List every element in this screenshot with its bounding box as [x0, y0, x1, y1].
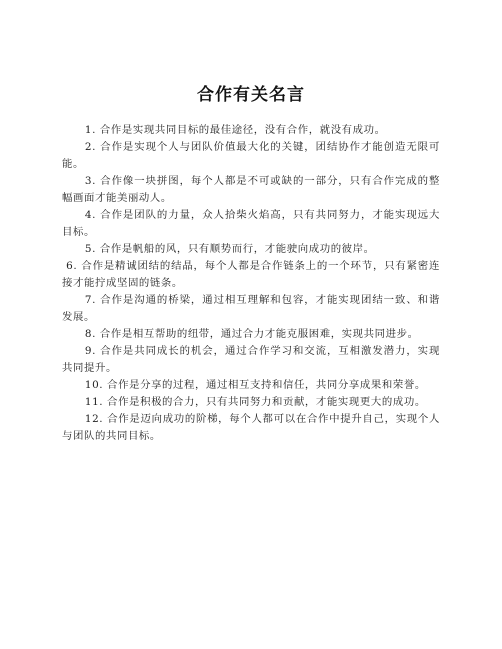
quote-paragraph-2: 2. 合作是实现个人与团队价值最大化的关键，团结协作才能创造无限可能。 — [62, 141, 440, 170]
quote-paragraph-5: 5. 合作是帆船的风，只有顺势而行，才能驶向成功的彼岸。 — [84, 243, 375, 255]
quote-paragraph-4: 4. 合作是团队的力量，众人拾柴火焰高，只有共同努力，才能实现远大目标。 — [62, 209, 440, 238]
quote-paragraph-12: 12. 合作是迈向成功的阶梯，每个人都可以在合作中提升自己，实现个人与团队的共同目标。 — [62, 413, 440, 442]
document-title: 合作有关名言 — [197, 85, 305, 105]
quote-paragraph-9: 9. 合作是共同成长的机会，通过合作学习和交流，互相激发潜力，实现共同提升。 — [62, 345, 440, 374]
quote-paragraph-8: 8. 合作是相互帮助的纽带，通过合力才能克服困难，实现共同进步。 — [84, 328, 419, 340]
quote-paragraph-10: 10. 合作是分享的过程，通过相互支持和信任，共同分享成果和荣誉。 — [84, 379, 426, 391]
quote-paragraph-6: 6. 合作是精诚团结的结晶，每个人都是合作链条上的一个环节，只有紧密连接才能拧成坚固的链条。 — [62, 260, 440, 289]
quote-paragraph-3: 3. 合作像一块拼图，每个人都是不可或缺的一部分，只有合作完成的整幅画面才能美丽动人。 — [62, 175, 440, 204]
quote-paragraph-1: 1. 合作是实现共同目标的最佳途径，没有合作，就没有成功。 — [84, 124, 386, 136]
quote-paragraph-7: 7. 合作是沟通的桥梁，通过相互理解和包容，才能实现团结一致、和谐发展。 — [62, 294, 440, 323]
document-body — [62, 122, 440, 445]
quote-paragraph-11: 11. 合作是积极的合力，只有共同努力和贡献，才能实现更大的成功。 — [84, 396, 426, 408]
